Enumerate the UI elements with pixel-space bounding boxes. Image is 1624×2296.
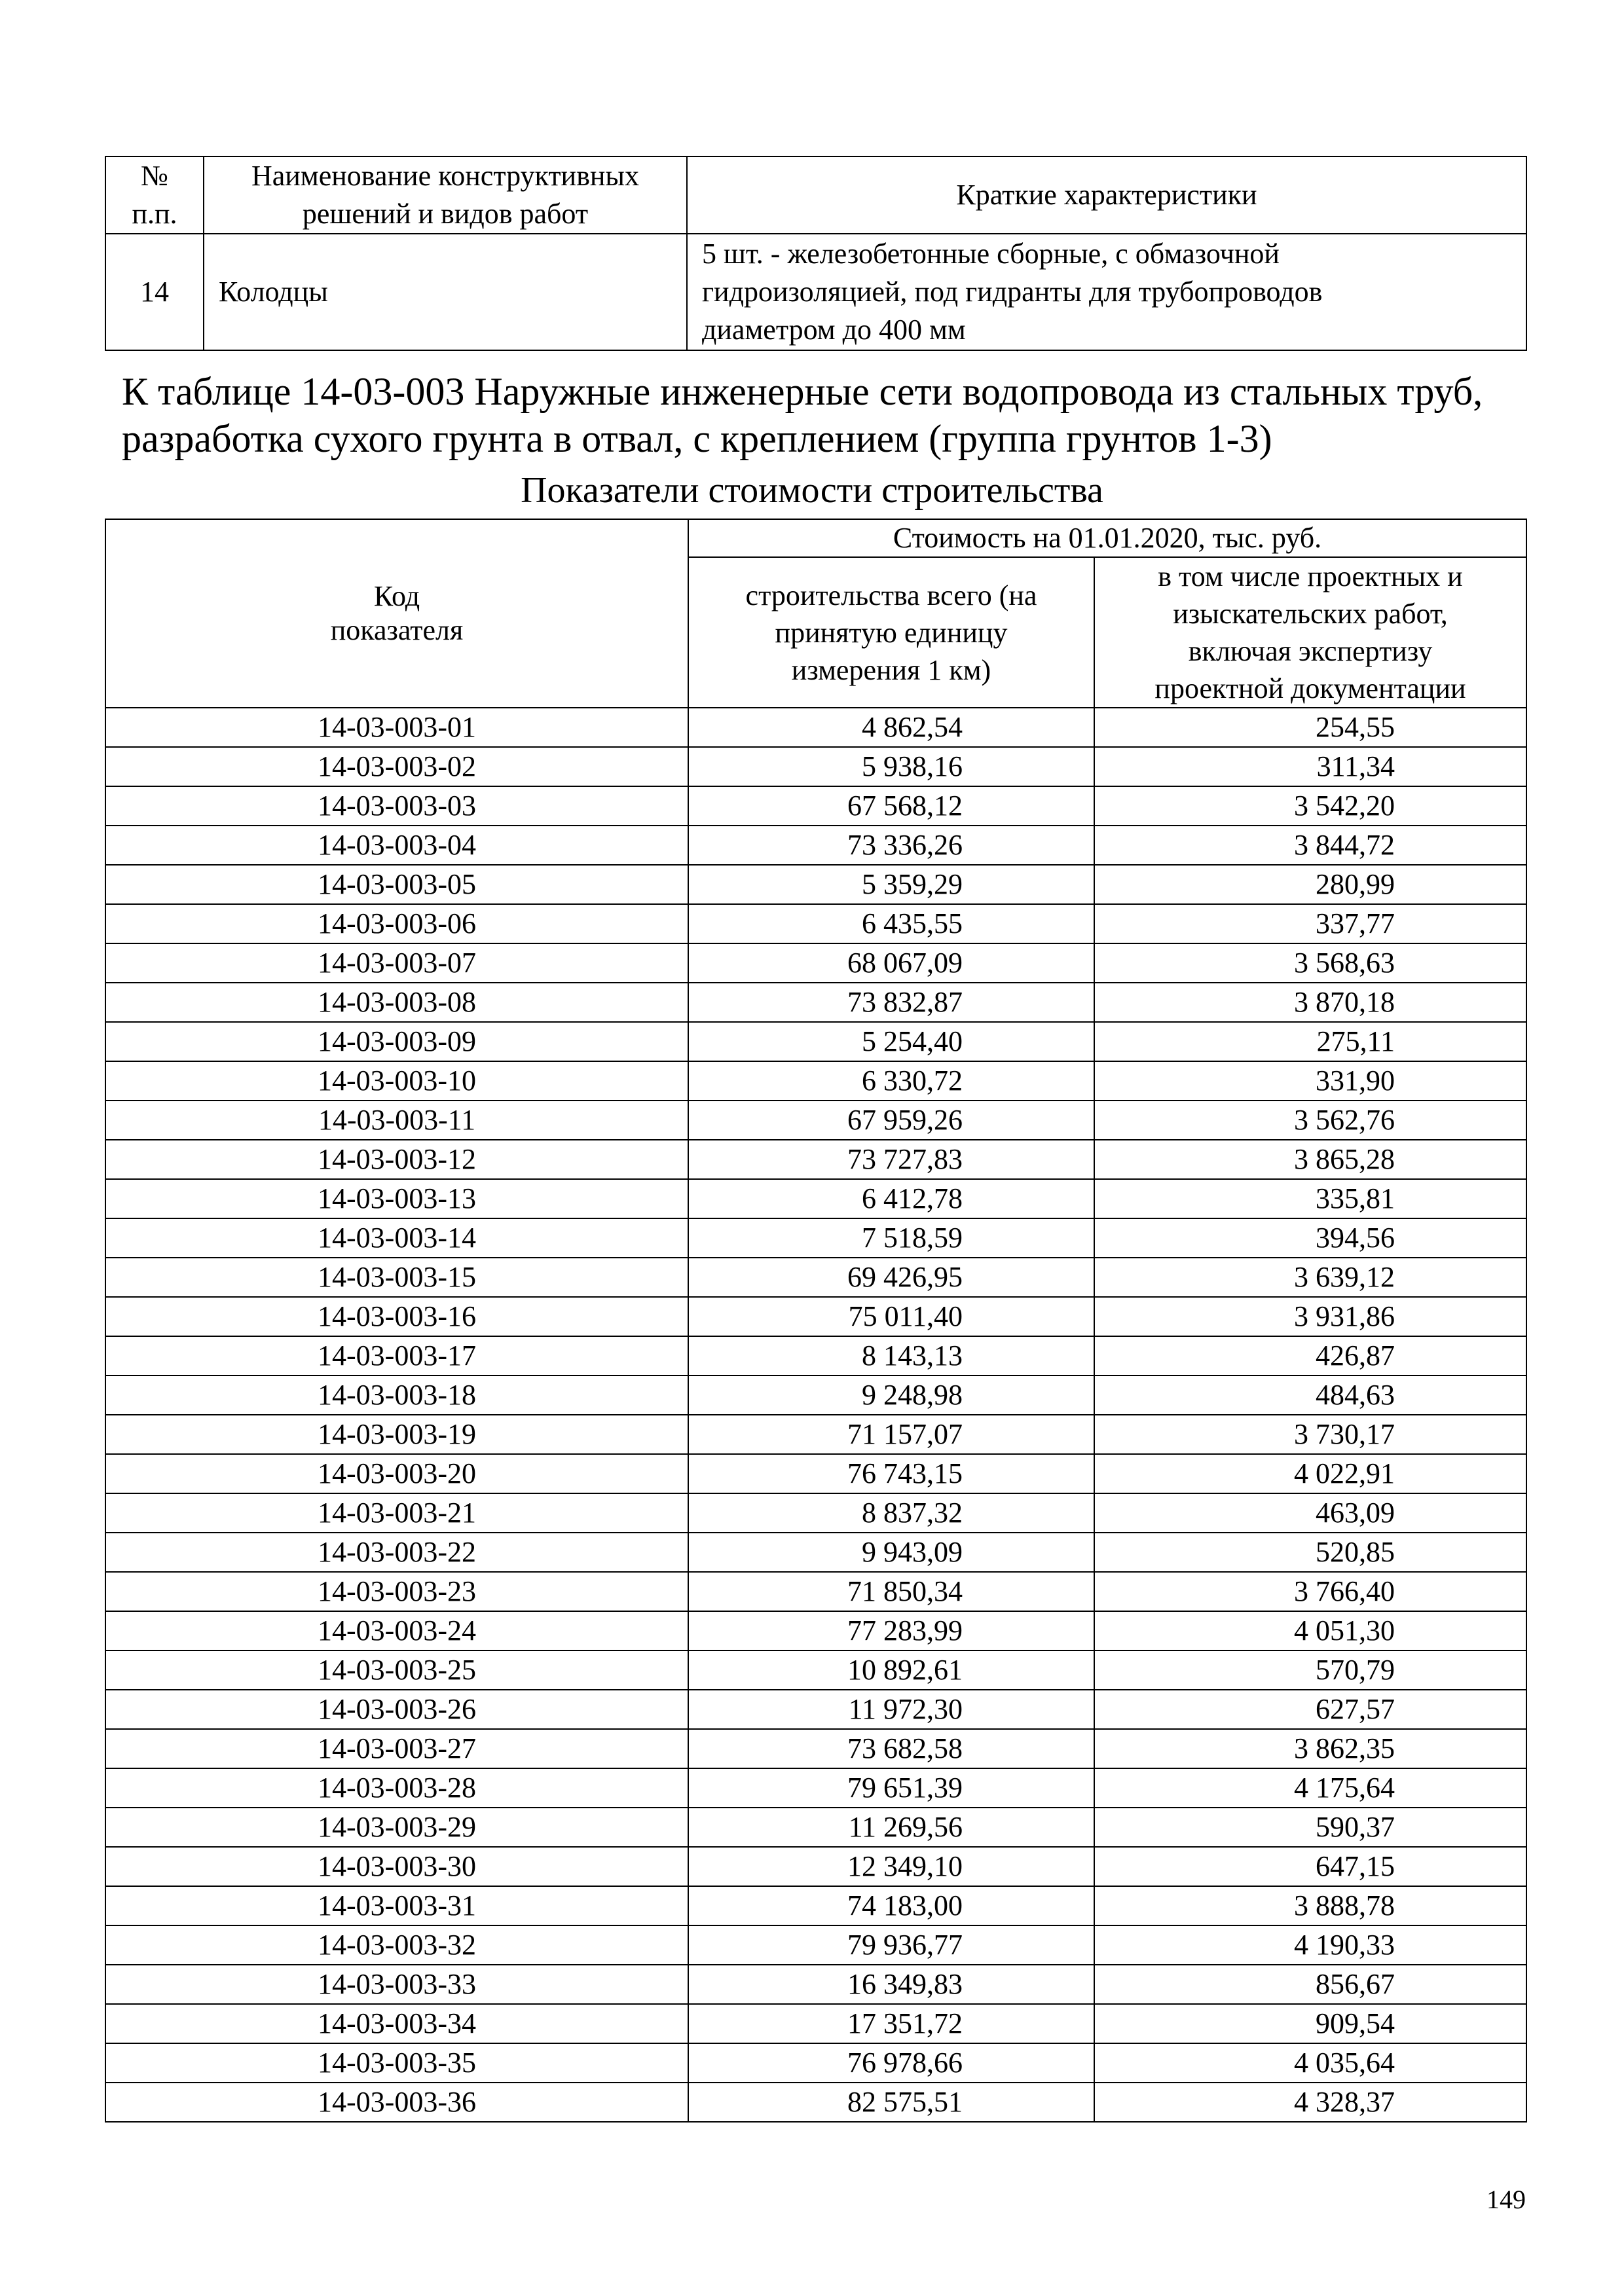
design-cost: 3 730,17	[1094, 1415, 1526, 1454]
table-row	[105, 1297, 1526, 1336]
indicator-code: 14-03-003-09	[105, 1022, 688, 1061]
indicator-code: 14-03-003-27	[105, 1729, 688, 1768]
table-row	[105, 1218, 1526, 1258]
design-cost: 4 035,64	[1094, 2043, 1526, 2083]
header-cost-group: Стоимость на 01.01.2020, тыс. руб.	[688, 519, 1526, 557]
header-num: № п.п.	[105, 156, 204, 234]
total-cost: 5 938,16	[688, 747, 1094, 786]
header-code: Код показателя	[105, 519, 688, 708]
table-row	[105, 1925, 1526, 1965]
works-table-row	[105, 234, 1526, 350]
total-cost: 5 359,29	[688, 865, 1094, 904]
table-row	[105, 1650, 1526, 1690]
table-row	[105, 1493, 1526, 1533]
indicator-code: 14-03-003-08	[105, 983, 688, 1022]
indicator-code: 14-03-003-04	[105, 826, 688, 865]
indicator-code: 14-03-003-07	[105, 943, 688, 983]
total-cost: 79 936,77	[688, 1925, 1094, 1965]
indicator-code: 14-03-003-33	[105, 1965, 688, 2004]
design-cost: 3 562,76	[1094, 1101, 1526, 1140]
indicator-code: 14-03-003-24	[105, 1611, 688, 1650]
total-cost: 9 248,98	[688, 1376, 1094, 1415]
table-row	[105, 2004, 1526, 2043]
design-cost: 337,77	[1094, 904, 1526, 943]
total-cost: 67 959,26	[688, 1101, 1094, 1140]
indicator-code: 14-03-003-12	[105, 1140, 688, 1179]
design-cost: 3 865,28	[1094, 1140, 1526, 1179]
design-cost: 4 051,30	[1094, 1611, 1526, 1650]
header-characteristics: Краткие характеристики	[687, 156, 1526, 234]
indicator-code: 14-03-003-23	[105, 1572, 688, 1611]
indicator-code: 14-03-003-29	[105, 1808, 688, 1847]
table-row	[105, 1179, 1526, 1218]
row-characteristics: 5 шт. - железобетонные сборные, с обмазочной гидроизоляцией, под гидранты для трубопроводов диаметром до 400 мм	[687, 234, 1526, 350]
design-cost: 275,11	[1094, 1022, 1526, 1061]
indicator-code: 14-03-003-05	[105, 865, 688, 904]
total-cost: 16 349,83	[688, 1965, 1094, 2004]
design-cost: 590,37	[1094, 1808, 1526, 1847]
indicator-code: 14-03-003-18	[105, 1376, 688, 1415]
table-row	[105, 1886, 1526, 1925]
table-row	[105, 1022, 1526, 1061]
table-row	[105, 1611, 1526, 1650]
design-cost: 3 542,20	[1094, 786, 1526, 826]
total-cost: 8 837,32	[688, 1493, 1094, 1533]
design-cost: 856,67	[1094, 1965, 1526, 2004]
total-cost: 8 143,13	[688, 1336, 1094, 1376]
table-row	[105, 1847, 1526, 1886]
indicator-code: 14-03-003-01	[105, 708, 688, 747]
design-cost: 3 888,78	[1094, 1886, 1526, 1925]
design-cost: 463,09	[1094, 1493, 1526, 1533]
indicator-code: 14-03-003-02	[105, 747, 688, 786]
total-cost: 17 351,72	[688, 2004, 1094, 2043]
indicator-code: 14-03-003-03	[105, 786, 688, 826]
total-cost: 82 575,51	[688, 2083, 1094, 2122]
indicator-code: 14-03-003-11	[105, 1101, 688, 1140]
table-row	[105, 1729, 1526, 1768]
table-row	[105, 1376, 1526, 1415]
header-name: Наименование конструктивных решений и видов работ	[204, 156, 687, 234]
total-cost: 77 283,99	[688, 1611, 1094, 1650]
total-cost: 10 892,61	[688, 1650, 1094, 1690]
design-cost: 311,34	[1094, 747, 1526, 786]
table-row	[105, 983, 1526, 1022]
indicator-code: 14-03-003-10	[105, 1061, 688, 1101]
design-cost: 484,63	[1094, 1376, 1526, 1415]
indicator-code: 14-03-003-30	[105, 1847, 688, 1886]
total-cost: 76 978,66	[688, 2043, 1094, 2083]
works-table-header	[105, 156, 1526, 234]
table-row	[105, 1808, 1526, 1847]
table-row	[105, 1965, 1526, 2004]
design-cost: 394,56	[1094, 1218, 1526, 1258]
design-cost: 254,55	[1094, 708, 1526, 747]
design-cost: 331,90	[1094, 1061, 1526, 1101]
table-caption: Показатели стоимости строительства	[521, 470, 1103, 511]
design-cost: 335,81	[1094, 1179, 1526, 1218]
design-cost: 280,99	[1094, 865, 1526, 904]
total-cost: 73 832,87	[688, 983, 1094, 1022]
table-row	[105, 708, 1526, 747]
table-row	[105, 1768, 1526, 1808]
design-cost: 647,15	[1094, 1847, 1526, 1886]
indicator-code: 14-03-003-34	[105, 2004, 688, 2043]
design-cost: 3 931,86	[1094, 1297, 1526, 1336]
design-cost: 4 328,37	[1094, 2083, 1526, 2122]
total-cost: 6 435,55	[688, 904, 1094, 943]
header-design: в том числе проектных и изыскательских работ, включая экспертизу проектной документации	[1094, 557, 1526, 708]
works-table	[105, 156, 1527, 351]
table-row	[105, 904, 1526, 943]
indicator-code: 14-03-003-06	[105, 904, 688, 943]
total-cost: 73 727,83	[688, 1140, 1094, 1179]
total-cost: 7 518,59	[688, 1218, 1094, 1258]
table-row	[105, 786, 1526, 826]
indicator-code: 14-03-003-32	[105, 1925, 688, 1965]
total-cost: 11 269,56	[688, 1808, 1094, 1847]
section-heading: К таблице 14-03-003 Наружные инженерные сети водопровода из стальных труб, разработка сухого грунта в отвал, с креплением (группа грунтов 1-3)	[122, 370, 1483, 460]
indicator-code: 14-03-003-14	[105, 1218, 688, 1258]
total-cost: 73 336,26	[688, 826, 1094, 865]
design-cost: 4 175,64	[1094, 1768, 1526, 1808]
total-cost: 6 330,72	[688, 1061, 1094, 1101]
total-cost: 79 651,39	[688, 1768, 1094, 1808]
total-cost: 76 743,15	[688, 1454, 1094, 1493]
header-total: строительства всего (на принятую единицу измерения 1 км)	[688, 557, 1094, 708]
total-cost: 6 412,78	[688, 1179, 1094, 1218]
page-number: 149	[1486, 2185, 1526, 2214]
table-row	[105, 2043, 1526, 2083]
design-cost: 3 862,35	[1094, 1729, 1526, 1768]
design-cost: 426,87	[1094, 1336, 1526, 1376]
table-row	[105, 747, 1526, 786]
total-cost: 71 850,34	[688, 1572, 1094, 1611]
table-row	[105, 865, 1526, 904]
table-row	[105, 1336, 1526, 1376]
design-cost: 520,85	[1094, 1533, 1526, 1572]
total-cost: 11 972,30	[688, 1690, 1094, 1729]
indicator-code: 14-03-003-22	[105, 1533, 688, 1572]
design-cost: 570,79	[1094, 1650, 1526, 1690]
cost-indicators-table	[105, 519, 1527, 2123]
indicator-code: 14-03-003-15	[105, 1258, 688, 1297]
total-cost: 12 349,10	[688, 1847, 1094, 1886]
design-cost: 909,54	[1094, 2004, 1526, 2043]
indicator-code: 14-03-003-26	[105, 1690, 688, 1729]
indicator-code: 14-03-003-25	[105, 1650, 688, 1690]
indicator-code: 14-03-003-35	[105, 2043, 688, 2083]
total-cost: 73 682,58	[688, 1729, 1094, 1768]
cost-table-header-row	[105, 519, 1526, 557]
indicator-code: 14-03-003-13	[105, 1179, 688, 1218]
row-num: 14	[105, 234, 204, 350]
table-row	[105, 1258, 1526, 1297]
indicator-code: 14-03-003-31	[105, 1886, 688, 1925]
indicator-code: 14-03-003-17	[105, 1336, 688, 1376]
indicator-code: 14-03-003-19	[105, 1415, 688, 1454]
design-cost: 4 022,91	[1094, 1454, 1526, 1493]
total-cost: 4 862,54	[688, 708, 1094, 747]
design-cost: 3 844,72	[1094, 826, 1526, 865]
design-cost: 3 766,40	[1094, 1572, 1526, 1611]
table-row	[105, 1101, 1526, 1140]
table-row	[105, 1690, 1526, 1729]
indicator-code: 14-03-003-20	[105, 1454, 688, 1493]
design-cost: 3 568,63	[1094, 943, 1526, 983]
table-row	[105, 826, 1526, 865]
cost-table-body	[105, 708, 1526, 2122]
table-row	[105, 1415, 1526, 1454]
total-cost: 5 254,40	[688, 1022, 1094, 1061]
table-row	[105, 1140, 1526, 1179]
total-cost: 75 011,40	[688, 1297, 1094, 1336]
design-cost: 4 190,33	[1094, 1925, 1526, 1965]
total-cost: 68 067,09	[688, 943, 1094, 983]
row-name: Колодцы	[204, 234, 687, 350]
table-row	[105, 943, 1526, 983]
table-row	[105, 1454, 1526, 1493]
total-cost: 69 426,95	[688, 1258, 1094, 1297]
indicator-code: 14-03-003-28	[105, 1768, 688, 1808]
indicator-code: 14-03-003-16	[105, 1297, 688, 1336]
table-row	[105, 2083, 1526, 2122]
indicator-code: 14-03-003-21	[105, 1493, 688, 1533]
table-row	[105, 1533, 1526, 1572]
table-row	[105, 1061, 1526, 1101]
total-cost: 9 943,09	[688, 1533, 1094, 1572]
total-cost: 74 183,00	[688, 1886, 1094, 1925]
design-cost: 627,57	[1094, 1690, 1526, 1729]
indicator-code: 14-03-003-36	[105, 2083, 688, 2122]
total-cost: 67 568,12	[688, 786, 1094, 826]
total-cost: 71 157,07	[688, 1415, 1094, 1454]
table-row	[105, 1572, 1526, 1611]
design-cost: 3 639,12	[1094, 1258, 1526, 1297]
design-cost: 3 870,18	[1094, 983, 1526, 1022]
